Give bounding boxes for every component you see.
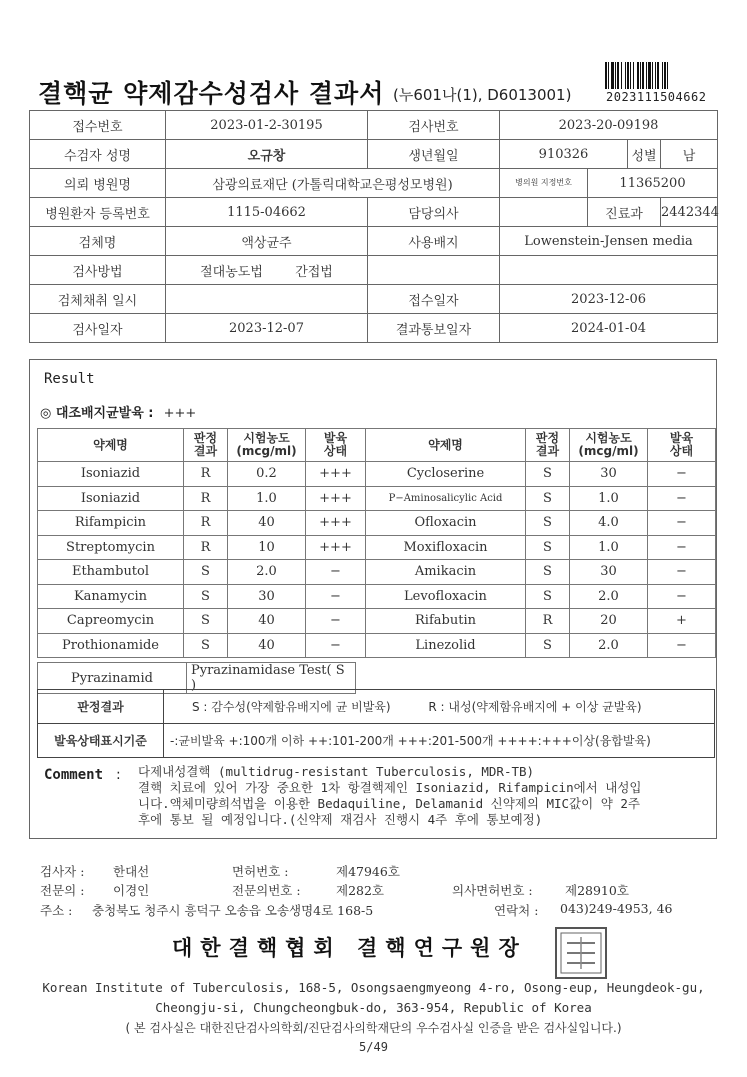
header-drug: 약제명 [38, 429, 184, 462]
pza-label: Pyrazinamid [38, 663, 187, 694]
growth: − [648, 584, 716, 609]
growth: − [648, 633, 716, 658]
tester: 한대선 [113, 864, 150, 879]
growth: + [648, 609, 716, 634]
organization-name: 대한결핵협회 결핵연구원장 [172, 935, 527, 960]
drug-row [38, 560, 716, 585]
drug-susceptibility-table [37, 428, 716, 658]
drug-name: P−Aminosalicylic Acid [366, 486, 526, 511]
concentration: 2.0 [570, 633, 648, 658]
license-label: 면허번호 : [232, 864, 289, 879]
document-title: 결핵균 약제감수성검사 결과서 [38, 79, 385, 108]
tester-label: 검사자 : [40, 864, 85, 879]
hospital-code-label: 병의원 지정번호 [500, 169, 588, 198]
report-date: 2024-01-04 [500, 314, 718, 343]
result: S [526, 511, 570, 536]
official-seal [555, 927, 607, 979]
result: S [184, 633, 228, 658]
method-absolute: 절대농도법 [200, 264, 263, 280]
concentration: 10 [228, 535, 306, 560]
drug-row [38, 584, 716, 609]
growth: − [648, 486, 716, 511]
concentration: 4.0 [570, 511, 648, 536]
drug-name: Rifampicin [38, 511, 184, 536]
header-concentration: 시험농도 (mcg/ml) [228, 429, 306, 462]
control-growth [40, 402, 196, 421]
collect-date-label: 검체채취 일시 [30, 285, 166, 314]
drug-row [38, 462, 716, 487]
method [166, 256, 368, 285]
sex-label: 성별 [628, 140, 661, 169]
doctor [500, 198, 588, 227]
concentration: 2.0 [570, 584, 648, 609]
concentration: 30 [228, 584, 306, 609]
specialist: 이경인 [113, 883, 150, 898]
drug-row [38, 511, 716, 536]
result: S [526, 560, 570, 585]
result: R [184, 486, 228, 511]
concentration: 40 [228, 633, 306, 658]
certification-note: ( 본 검사실은 대한진단검사의학회/진단검사의학재단의 우수검사실 인증을 받은 검사실입니다.) [125, 1021, 622, 1035]
comment-line: 다제내성결핵 (multidrug-resistant Tuberculosis, MDR-TB) [138, 764, 535, 779]
receipt-no-label: 접수번호 [30, 111, 166, 140]
control-growth-label: ◎ 대조배지균발육 : [40, 406, 154, 421]
result: S [526, 486, 570, 511]
judgement-r: R : 내성(약제함유배지에 + 이상 균발육) [428, 700, 642, 714]
contact: 043)249-4953, 46 [560, 901, 673, 916]
media-label: 사용배지 [368, 227, 500, 256]
receive-date-label: 접수일자 [368, 285, 500, 314]
english-address-2: Cheongju-si, Chungcheongbuk-do, 363-954, Republic of Korea [155, 1000, 592, 1015]
growth: +++ [306, 486, 366, 511]
result: R [526, 609, 570, 634]
drug-name: Isoniazid [38, 462, 184, 487]
comment-colon: : [116, 767, 121, 783]
specialist-no: 제282호 [336, 883, 385, 898]
growth: +++ [306, 535, 366, 560]
document-code: (누601나(1), D6013001) [393, 86, 572, 104]
growth: − [306, 609, 366, 634]
growth: +++ [306, 511, 366, 536]
patient-name: 오규창 [166, 140, 368, 169]
test-date: 2023-12-07 [166, 314, 368, 343]
result-title: Result [44, 371, 95, 387]
header-concentration-2: 시험농도 (mcg/ml) [570, 429, 648, 462]
concentration: 0.2 [228, 462, 306, 487]
doctor-license: 제28910호 [565, 883, 629, 898]
drug-name: Ethambutol [38, 560, 184, 585]
specialist-label: 전문의 : [40, 883, 85, 898]
method-indirect: 간접법 [295, 264, 333, 280]
report-date-label: 결과통보일자 [368, 314, 500, 343]
dob: 910326 [500, 140, 628, 169]
specimen-label: 검체명 [30, 227, 166, 256]
header-result: 판정 결과 [184, 429, 228, 462]
result: S [526, 584, 570, 609]
concentration: 1.0 [228, 486, 306, 511]
concentration: 30 [570, 462, 648, 487]
name-label: 수검자 성명 [30, 140, 166, 169]
comment-label: Comment [44, 767, 104, 783]
legend-table [37, 689, 715, 758]
test-no-label: 검사번호 [368, 111, 500, 140]
header-result-2: 판정 결과 [526, 429, 570, 462]
drug-name: Levofloxacin [366, 584, 526, 609]
test-no: 2023-20-09198 [500, 111, 718, 140]
sex: 남 [661, 140, 718, 169]
drug-row [38, 633, 716, 658]
barcode-number: 2023111504662 [606, 90, 707, 104]
hospital-label: 의뢰 병원명 [30, 169, 166, 198]
growth: − [306, 584, 366, 609]
receive-date: 2023-12-06 [500, 285, 718, 314]
concentration: 1.0 [570, 486, 648, 511]
concentration: 20 [570, 609, 648, 634]
drug-name: Amikacin [366, 560, 526, 585]
collect-date [166, 285, 368, 314]
drug-name: Moxifloxacin [366, 535, 526, 560]
drug-row [38, 609, 716, 634]
result: S [184, 560, 228, 585]
comment-line: 후에 통보 될 예정입니다.(신약제 재검사 진행시 4주 후에 통보예정) [138, 812, 543, 827]
result: S [526, 462, 570, 487]
result: S [526, 535, 570, 560]
growth-criteria: -:균비발육 +:100개 이하 ++:101-200개 +++:201-500개 ++++:+++이상(융합발육) [164, 724, 715, 758]
address-label: 주소 : [40, 903, 73, 918]
comment-line: 니다.액체미량희석법을 이용한 Bedaquiline, Delamanid 신약제의 MIC값이 약 2주 [138, 796, 640, 811]
drug-row [38, 535, 716, 560]
drug-name: Prothionamide [38, 633, 184, 658]
drug-name: Streptomycin [38, 535, 184, 560]
drug-row [38, 486, 716, 511]
english-address-1: Korean Institute of Tuberculosis, 168-5, Osongsaengmyeong 4-ro, Osong-eup, Heungdeok-gu, [42, 980, 705, 995]
hospital: 삼광의료재단 (가톨릭대학교은평성모병원) [166, 169, 500, 198]
dept: 2442344 [661, 198, 718, 227]
test-date-label: 검사일자 [30, 314, 166, 343]
growth: − [306, 633, 366, 658]
pza-value: Pyrazinamidase Test( S ) [187, 663, 356, 694]
drug-name: Capreomycin [38, 609, 184, 634]
judgement-label: 판정결과 [38, 690, 164, 724]
growth: − [306, 560, 366, 585]
receipt-no: 2023-01-2-30195 [166, 111, 368, 140]
drug-name: Linezolid [366, 633, 526, 658]
header-growth: 발육 상태 [306, 429, 366, 462]
specialist-no-label: 전문의번호 : [232, 883, 301, 898]
growth: − [648, 560, 716, 585]
growth: − [648, 511, 716, 536]
method-label: 검사방법 [30, 256, 166, 285]
media: Lowenstein-Jensen media [500, 227, 718, 256]
result: R [184, 462, 228, 487]
growth-criteria-label: 발육상태표시기준 [38, 724, 164, 758]
growth: − [648, 535, 716, 560]
result: S [184, 609, 228, 634]
result: R [184, 535, 228, 560]
growth: − [648, 462, 716, 487]
contact-label: 연락처 : [494, 903, 539, 918]
hospital-code: 11365200 [588, 169, 718, 198]
drug-name: Kanamycin [38, 584, 184, 609]
dob-label: 생년월일 [368, 140, 500, 169]
drug-name: Rifabutin [366, 609, 526, 634]
judgement-criteria [164, 690, 715, 724]
patient-reg-label: 병원환자 등록번호 [30, 198, 166, 227]
patient-info-table [29, 110, 718, 343]
concentration: 40 [228, 511, 306, 536]
comment-line: 결핵 치료에 있어 가장 중요한 1차 항결핵제인 Isoniazid, Rifampicin에서 내성입 [138, 780, 642, 795]
doctor-label: 담당의사 [368, 198, 500, 227]
concentration: 30 [570, 560, 648, 585]
comment-text [138, 764, 718, 828]
concentration: 2.0 [228, 560, 306, 585]
concentration: 1.0 [570, 535, 648, 560]
concentration: 40 [228, 609, 306, 634]
control-growth-value: +++ [163, 406, 197, 421]
drug-name: Isoniazid [38, 486, 184, 511]
result: R [184, 511, 228, 536]
address: 충청북도 청주시 흥덕구 오송읍 오송생명4로 168-5 [92, 903, 374, 918]
result: S [184, 584, 228, 609]
patient-reg: 1115-04662 [166, 198, 368, 227]
dept-label: 진료과 [588, 198, 661, 227]
doctor-license-label: 의사면허번호 : [452, 883, 533, 898]
drug-name: Ofloxacin [366, 511, 526, 536]
license: 제47946호 [336, 864, 400, 879]
drug-name: Cycloserine [366, 462, 526, 487]
result: S [526, 633, 570, 658]
barcode [605, 62, 707, 89]
specimen: 액상균주 [166, 227, 368, 256]
page-number: 5/49 [359, 1040, 388, 1054]
judgement-s: S : 감수성(약제함유배지에 균 비발육) [192, 700, 391, 714]
growth: +++ [306, 462, 366, 487]
header-drug-2: 약제명 [366, 429, 526, 462]
header-growth-2: 발육 상태 [648, 429, 716, 462]
